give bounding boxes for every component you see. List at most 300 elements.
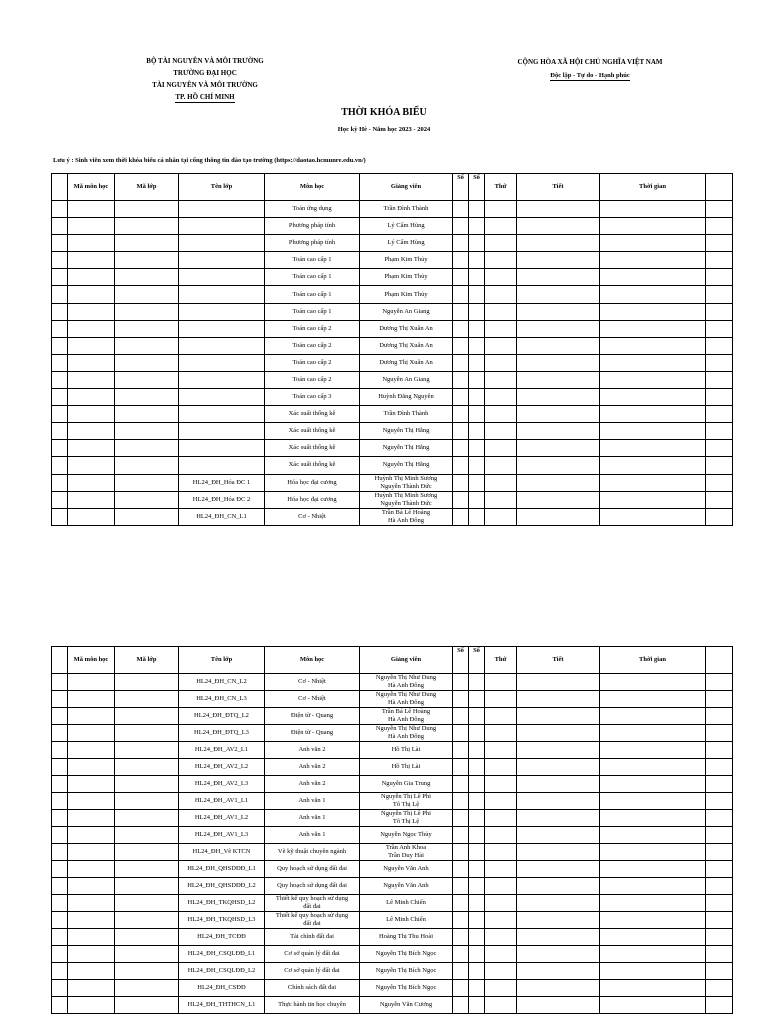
- course-cell: Vẽ kỹ thuật chuyên ngành: [265, 844, 360, 861]
- empty-cell: [517, 235, 600, 252]
- empty-cell: [485, 742, 517, 759]
- empty-cell: [600, 997, 706, 1014]
- empty-cell: [485, 440, 517, 457]
- empty-cell: [706, 929, 733, 946]
- empty-cell: [52, 440, 68, 457]
- table-row: [52, 406, 733, 423]
- empty-cell: [600, 303, 706, 320]
- table-row: [52, 793, 733, 810]
- empty-cell: [600, 286, 706, 303]
- empty-cell: [706, 827, 733, 844]
- empty-cell: [600, 810, 706, 827]
- table-row: [52, 725, 733, 742]
- empty-cell: [52, 423, 68, 440]
- empty-cell: [485, 286, 517, 303]
- table-row: [52, 929, 733, 946]
- empty-cell: [115, 963, 179, 980]
- empty-cell: [517, 810, 600, 827]
- empty-cell: [517, 691, 600, 708]
- empty-cell: [469, 440, 485, 457]
- empty-cell: [68, 337, 115, 354]
- course-cell: Thiết kế quy hoạch sử dụng đất đai: [265, 895, 360, 912]
- empty-cell: [68, 946, 115, 963]
- empty-cell: [706, 389, 733, 406]
- empty-cell: [600, 508, 706, 525]
- national-header: [510, 55, 670, 83]
- course-cell: Anh văn 1: [265, 827, 360, 844]
- class-name-cell: [179, 201, 265, 218]
- class-name-cell: HL24_ĐH_CN_L1: [179, 508, 265, 525]
- course-cell: Phương pháp tính: [265, 218, 360, 235]
- empty-cell: [68, 963, 115, 980]
- column-header: Số: [453, 174, 469, 201]
- empty-cell: [600, 980, 706, 997]
- empty-cell: [453, 201, 469, 218]
- table-row: [52, 963, 733, 980]
- empty-cell: [706, 810, 733, 827]
- empty-cell: [600, 844, 706, 861]
- lecturer-cell: Nguyễn Thị Như Dung Hà Anh Đông: [360, 725, 453, 742]
- empty-cell: [68, 440, 115, 457]
- university-line: [140, 91, 270, 103]
- lecturer-cell: Huỳnh Thị Minh Sương Nguyễn Thành Đức: [360, 474, 453, 491]
- empty-cell: [485, 725, 517, 742]
- empty-cell: [68, 457, 115, 474]
- empty-cell: [517, 354, 600, 371]
- empty-cell: [52, 286, 68, 303]
- empty-cell: [68, 389, 115, 406]
- empty-cell: [453, 252, 469, 269]
- empty-cell: [706, 354, 733, 371]
- empty-cell: [600, 912, 706, 929]
- class-name-cell: HL24_ĐH_AV1_L2: [179, 810, 265, 827]
- empty-cell: [485, 946, 517, 963]
- empty-cell: [706, 320, 733, 337]
- empty-cell: [68, 980, 115, 997]
- empty-cell: [453, 286, 469, 303]
- class-name-cell: HL24_ĐH_TCĐĐ: [179, 929, 265, 946]
- empty-cell: [517, 759, 600, 776]
- empty-cell: [115, 861, 179, 878]
- column-header: Mã lớp: [115, 647, 179, 674]
- empty-cell: [485, 201, 517, 218]
- table-row: [52, 912, 733, 929]
- empty-cell: [115, 708, 179, 725]
- lecturer-cell: Huỳnh Thị Minh Sương Nguyễn Thành Đức: [360, 491, 453, 508]
- empty-cell: [517, 963, 600, 980]
- empty-cell: [517, 491, 600, 508]
- empty-cell: [115, 912, 179, 929]
- empty-cell: [52, 389, 68, 406]
- empty-cell: [115, 725, 179, 742]
- empty-cell: [706, 337, 733, 354]
- course-cell: Điện từ - Quang: [265, 708, 360, 725]
- lecturer-cell: Nguyễn Thị Như Dung Hà Anh Đông: [360, 674, 453, 691]
- class-name-cell: [179, 389, 265, 406]
- class-name-cell: HL24_ĐH_AV1_L1: [179, 793, 265, 810]
- empty-cell: [517, 303, 600, 320]
- empty-cell: [68, 725, 115, 742]
- empty-cell: [706, 980, 733, 997]
- empty-cell: [600, 389, 706, 406]
- table-row: [52, 320, 733, 337]
- class-name-cell: HL24_ĐH_ĐTQ_L3: [179, 725, 265, 742]
- empty-cell: [600, 440, 706, 457]
- class-name-cell: [179, 354, 265, 371]
- empty-cell: [68, 759, 115, 776]
- empty-cell: [469, 878, 485, 895]
- empty-cell: [68, 474, 115, 491]
- column-header: Số: [469, 647, 485, 674]
- empty-cell: [469, 708, 485, 725]
- empty-cell: [485, 810, 517, 827]
- table-row: [52, 218, 733, 235]
- empty-cell: [453, 912, 469, 929]
- table-row: [52, 354, 733, 371]
- lecturer-cell: Dương Thị Xuân An: [360, 337, 453, 354]
- empty-cell: [517, 406, 600, 423]
- lecturer-cell: Hoàng Thị Thu Hoài: [360, 929, 453, 946]
- empty-cell: [453, 508, 469, 525]
- empty-cell: [517, 371, 600, 388]
- lecturer-cell: Nguyễn Thị Bích Ngọc: [360, 946, 453, 963]
- empty-cell: [68, 201, 115, 218]
- empty-cell: [600, 861, 706, 878]
- empty-cell: [517, 508, 600, 525]
- empty-cell: [485, 423, 517, 440]
- lecturer-cell: Trần Bá Lê Hoàng Hà Anh Đông: [360, 708, 453, 725]
- empty-cell: [706, 406, 733, 423]
- empty-cell: [453, 929, 469, 946]
- empty-cell: [706, 759, 733, 776]
- empty-cell: [52, 946, 68, 963]
- empty-cell: [600, 457, 706, 474]
- empty-cell: [115, 810, 179, 827]
- table-row: [52, 491, 733, 508]
- lecturer-cell: Lê Minh Chiến: [360, 912, 453, 929]
- empty-cell: [453, 946, 469, 963]
- empty-cell: [469, 929, 485, 946]
- empty-cell: [453, 218, 469, 235]
- university-line: TRƯỜNG ĐẠI HỌC: [173, 69, 237, 77]
- course-cell: Cơ sở quản lý đất đai: [265, 946, 360, 963]
- empty-cell: [115, 946, 179, 963]
- empty-cell: [469, 980, 485, 997]
- empty-cell: [68, 776, 115, 793]
- empty-cell: [517, 980, 600, 997]
- table-header-row: [52, 174, 733, 201]
- column-header: Môn học: [265, 647, 360, 674]
- empty-cell: [485, 759, 517, 776]
- empty-cell: [706, 997, 733, 1014]
- empty-cell: [115, 423, 179, 440]
- empty-cell: [469, 793, 485, 810]
- course-cell: Cơ - Nhiệt: [265, 691, 360, 708]
- table-row: [52, 946, 733, 963]
- empty-cell: [115, 759, 179, 776]
- empty-cell: [517, 946, 600, 963]
- empty-cell: [517, 997, 600, 1014]
- empty-cell: [453, 474, 469, 491]
- empty-cell: [469, 827, 485, 844]
- empty-cell: [485, 708, 517, 725]
- empty-cell: [52, 337, 68, 354]
- university-line: TÀI NGUYÊN VÀ MÔI TRƯỜNG: [152, 81, 258, 89]
- empty-cell: [115, 895, 179, 912]
- course-cell: Thực hành tin học chuyên: [265, 997, 360, 1014]
- lecturer-cell: Nguyễn Gia Trung: [360, 776, 453, 793]
- lecturer-cell: Dương Thị Xuân An: [360, 354, 453, 371]
- table-row: [52, 759, 733, 776]
- class-name-cell: [179, 235, 265, 252]
- empty-cell: [68, 303, 115, 320]
- empty-cell: [68, 423, 115, 440]
- empty-cell: [600, 337, 706, 354]
- empty-cell: [485, 776, 517, 793]
- empty-cell: [115, 674, 179, 691]
- empty-cell: [517, 423, 600, 440]
- empty-cell: [600, 201, 706, 218]
- empty-cell: [706, 691, 733, 708]
- column-header: Số: [453, 647, 469, 674]
- empty-cell: [68, 491, 115, 508]
- empty-cell: [706, 742, 733, 759]
- empty-cell: [600, 269, 706, 286]
- empty-cell: [706, 776, 733, 793]
- table-row: [52, 440, 733, 457]
- empty-cell: [600, 895, 706, 912]
- empty-cell: [52, 508, 68, 525]
- empty-cell: [115, 320, 179, 337]
- empty-cell: [485, 474, 517, 491]
- table-row: [52, 895, 733, 912]
- empty-cell: [115, 252, 179, 269]
- empty-cell: [485, 406, 517, 423]
- empty-cell: [485, 303, 517, 320]
- lecturer-cell: Dương Thị Xuân An: [360, 320, 453, 337]
- column-header: Thời gian: [600, 174, 706, 201]
- empty-cell: [52, 725, 68, 742]
- empty-cell: [600, 354, 706, 371]
- lecturer-cell: Huỳnh Đăng Nguyên: [360, 389, 453, 406]
- table-row: [52, 810, 733, 827]
- course-cell: Điện từ - Quang: [265, 725, 360, 742]
- empty-cell: [453, 895, 469, 912]
- lecturer-cell: Hồ Thị Lài: [360, 759, 453, 776]
- empty-cell: [706, 878, 733, 895]
- column-header: Thứ: [485, 647, 517, 674]
- empty-cell: [517, 742, 600, 759]
- empty-cell: [453, 759, 469, 776]
- empty-cell: [600, 491, 706, 508]
- empty-cell: [453, 423, 469, 440]
- class-name-cell: HL24_ĐH_CN_L2: [179, 674, 265, 691]
- empty-cell: [52, 691, 68, 708]
- note-text: Lưu ý : Sinh viên xem thời khóa biểu cá nhân tại cổng thông tin đào tạo trường (https://daotao.hcmunre.edu.vn/): [53, 157, 366, 164]
- empty-cell: [706, 218, 733, 235]
- empty-cell: [517, 861, 600, 878]
- empty-cell: [52, 742, 68, 759]
- page-subtitle: Học kỳ Hè - Năm học 2023 - 2024: [337, 126, 431, 133]
- empty-cell: [469, 320, 485, 337]
- empty-cell: [68, 674, 115, 691]
- column-header: Giảng viên: [360, 174, 453, 201]
- empty-cell: [600, 474, 706, 491]
- lecturer-cell: Nguyễn An Giang: [360, 303, 453, 320]
- empty-cell: [517, 474, 600, 491]
- empty-cell: [469, 997, 485, 1014]
- empty-cell: [469, 218, 485, 235]
- lecturer-cell: Trần Đình Thành: [360, 201, 453, 218]
- empty-cell: [68, 708, 115, 725]
- empty-cell: [600, 423, 706, 440]
- empty-cell: [485, 912, 517, 929]
- empty-cell: [52, 491, 68, 508]
- class-name-cell: HL24_ĐH_AV2_L3: [179, 776, 265, 793]
- empty-cell: [706, 371, 733, 388]
- header-blank-cell: [52, 647, 68, 674]
- empty-cell: [600, 218, 706, 235]
- empty-cell: [485, 861, 517, 878]
- empty-cell: [517, 929, 600, 946]
- empty-cell: [517, 286, 600, 303]
- table-row: [52, 423, 733, 440]
- empty-cell: [52, 810, 68, 827]
- empty-cell: [600, 320, 706, 337]
- table-row: [52, 389, 733, 406]
- empty-cell: [600, 674, 706, 691]
- empty-cell: [115, 406, 179, 423]
- empty-cell: [485, 491, 517, 508]
- empty-cell: [115, 269, 179, 286]
- empty-cell: [115, 474, 179, 491]
- empty-cell: [115, 691, 179, 708]
- empty-cell: [68, 235, 115, 252]
- empty-cell: [517, 269, 600, 286]
- empty-cell: [68, 252, 115, 269]
- empty-cell: [52, 776, 68, 793]
- class-name-cell: HL24_ĐH_CSĐĐ: [179, 980, 265, 997]
- empty-cell: [68, 878, 115, 895]
- empty-cell: [52, 980, 68, 997]
- class-name-cell: [179, 252, 265, 269]
- empty-cell: [453, 235, 469, 252]
- column-header: Mã môn học: [68, 647, 115, 674]
- table-row: [52, 235, 733, 252]
- empty-cell: [706, 252, 733, 269]
- empty-cell: [52, 793, 68, 810]
- class-name-cell: HL24_ĐH_AV2_L2: [179, 759, 265, 776]
- column-header: Mã lớp: [115, 174, 179, 201]
- empty-cell: [469, 691, 485, 708]
- empty-cell: [517, 878, 600, 895]
- class-name-cell: HL24_ĐH_CN_L3: [179, 691, 265, 708]
- lecturer-cell: Nguyễn Thị Hằng: [360, 423, 453, 440]
- class-name-cell: HL24_ĐH_QHSDĐĐ_L2: [179, 878, 265, 895]
- empty-cell: [600, 946, 706, 963]
- class-name-cell: HL24_ĐH_Vẽ KTCN: [179, 844, 265, 861]
- empty-cell: [485, 235, 517, 252]
- class-name-cell: HL24_ĐH_Hóa ĐC 1: [179, 474, 265, 491]
- empty-cell: [68, 827, 115, 844]
- empty-cell: [52, 878, 68, 895]
- column-header: Tiết: [517, 174, 600, 201]
- table-row: [52, 337, 733, 354]
- lecturer-cell: Trần Anh Khoa Trần Duy Hải: [360, 844, 453, 861]
- empty-cell: [469, 674, 485, 691]
- empty-cell: [453, 810, 469, 827]
- lecturer-cell: Nguyễn Thị Hằng: [360, 457, 453, 474]
- empty-cell: [600, 929, 706, 946]
- column-header: Thời gian: [600, 647, 706, 674]
- empty-cell: [706, 725, 733, 742]
- empty-cell: [453, 980, 469, 997]
- empty-cell: [706, 674, 733, 691]
- empty-cell: [469, 742, 485, 759]
- empty-cell: [469, 725, 485, 742]
- course-cell: Toán cao cấp 1: [265, 269, 360, 286]
- empty-cell: [600, 963, 706, 980]
- lecturer-cell: Phạm Kim Thủy: [360, 286, 453, 303]
- course-cell: Chính sách đất đai: [265, 980, 360, 997]
- empty-cell: [68, 320, 115, 337]
- class-name-cell: HL24_ĐH_TKQHSD_L3: [179, 912, 265, 929]
- empty-cell: [68, 286, 115, 303]
- empty-cell: [600, 742, 706, 759]
- empty-cell: [453, 691, 469, 708]
- course-cell: Hóa học đại cương: [265, 491, 360, 508]
- empty-cell: [485, 354, 517, 371]
- empty-cell: [469, 963, 485, 980]
- empty-cell: [485, 389, 517, 406]
- course-cell: Phương pháp tính: [265, 235, 360, 252]
- lecturer-cell: Nguyễn Thị Hằng: [360, 440, 453, 457]
- table-header-row: [52, 647, 733, 674]
- empty-cell: [469, 252, 485, 269]
- empty-cell: [485, 691, 517, 708]
- empty-cell: [68, 997, 115, 1014]
- empty-cell: [706, 303, 733, 320]
- empty-cell: [706, 963, 733, 980]
- lecturer-cell: Hồ Thị Lài: [360, 742, 453, 759]
- empty-cell: [469, 508, 485, 525]
- course-cell: Tài chính đất đai: [265, 929, 360, 946]
- empty-cell: [517, 895, 600, 912]
- empty-cell: [115, 218, 179, 235]
- course-cell: Xác suất thống kê: [265, 440, 360, 457]
- empty-cell: [485, 508, 517, 525]
- empty-cell: [469, 354, 485, 371]
- class-name-cell: HL24_ĐH_AV2_L1: [179, 742, 265, 759]
- course-cell: Anh văn 2: [265, 776, 360, 793]
- table-row: [52, 269, 733, 286]
- table-row: [52, 674, 733, 691]
- empty-cell: [706, 286, 733, 303]
- empty-cell: [68, 844, 115, 861]
- class-name-cell: HL24_ĐH_THTHCN_L1: [179, 997, 265, 1014]
- empty-cell: [469, 844, 485, 861]
- empty-cell: [453, 997, 469, 1014]
- empty-cell: [115, 201, 179, 218]
- class-name-cell: HL24_ĐH_ĐTQ_L2: [179, 708, 265, 725]
- course-cell: Quy hoạch sử dụng đất đai: [265, 878, 360, 895]
- course-cell: Cơ sở quản lý đất đai: [265, 963, 360, 980]
- empty-cell: [68, 406, 115, 423]
- course-cell: Cơ - Nhiệt: [265, 508, 360, 525]
- course-cell: Anh văn 1: [265, 810, 360, 827]
- empty-cell: [453, 337, 469, 354]
- empty-cell: [52, 844, 68, 861]
